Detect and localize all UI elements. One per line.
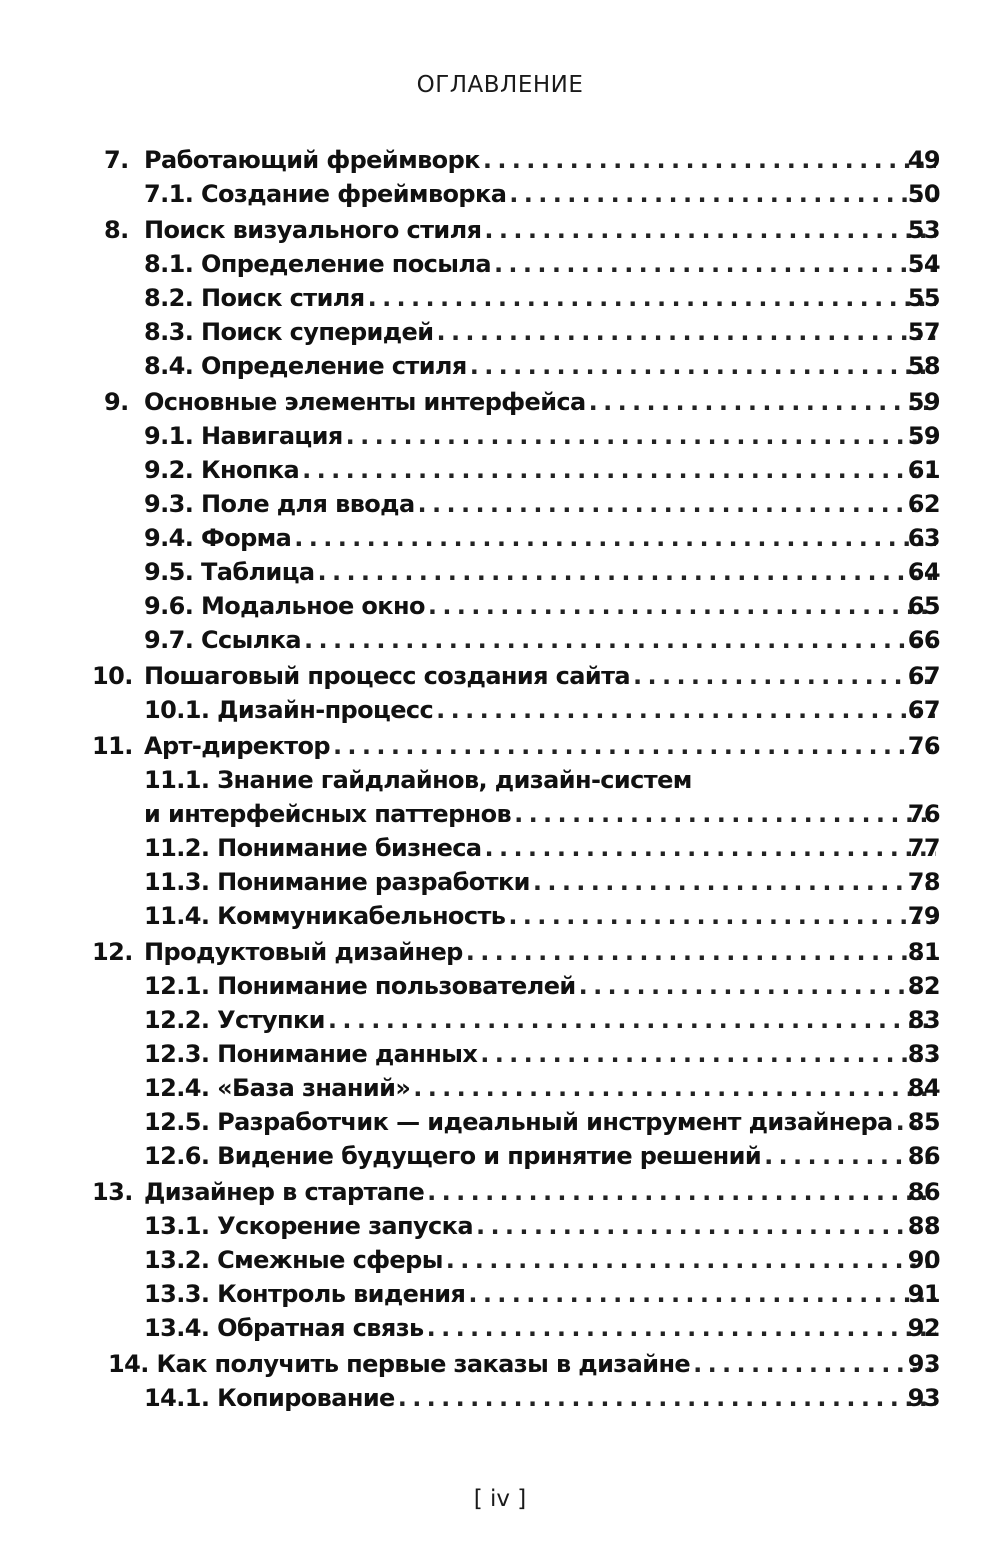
toc-section-row	[0, 1381, 1000, 1415]
toc-chapter-number: 10.	[92, 662, 133, 690]
toc-entry-title: 13.1. Ускорение запуска	[144, 1212, 473, 1240]
toc-page-number: 59	[907, 388, 940, 416]
toc-page-number: 67	[907, 662, 940, 690]
toc-section-row	[0, 1209, 1000, 1243]
dot-leader	[483, 143, 936, 177]
toc-page-number: 88	[907, 1212, 940, 1240]
toc-page-number: 83	[907, 1006, 940, 1034]
dot-leader	[413, 1071, 936, 1105]
toc-entry-title: 8.2. Поиск стиля	[144, 284, 365, 312]
toc-chapter-row	[0, 1347, 1000, 1381]
toc-entry-title: 8.4. Определение стиля	[144, 352, 467, 380]
dot-leader	[294, 521, 936, 555]
toc-page-number: 84	[907, 1074, 940, 1102]
toc-chapter-number: 12.	[92, 938, 133, 966]
toc-entry-title: 12.4. «База знаний»	[144, 1074, 411, 1102]
toc-entry-title: 13.3. Контроль видения	[144, 1280, 466, 1308]
toc-entry-title: 10.1. Дизайн-процесс	[144, 696, 434, 724]
dot-leader	[428, 589, 936, 623]
toc-page-number: 86	[907, 1142, 940, 1170]
toc-page-number: 62	[907, 490, 940, 518]
toc-section-row	[0, 247, 1000, 281]
dot-leader	[436, 315, 936, 349]
toc-entry-title: 12.3. Понимание данных	[144, 1040, 478, 1068]
toc-section-row	[0, 1311, 1000, 1345]
dot-leader	[427, 1311, 936, 1345]
toc-page-number: 91	[907, 1280, 940, 1308]
dot-leader	[579, 969, 936, 1003]
toc-section-row	[0, 419, 1000, 453]
toc-section-row	[0, 487, 1000, 521]
dot-leader	[589, 385, 936, 419]
toc-page-number: 66	[907, 626, 940, 654]
toc-page-number: 81	[907, 938, 940, 966]
toc-section-row	[0, 315, 1000, 349]
toc-entry-title: 7.1. Создание фреймворка	[144, 180, 507, 208]
toc-section-row	[0, 1243, 1000, 1277]
toc-chapter-number: 9.	[104, 388, 129, 416]
toc-entry-title: 9.1. Навигация	[144, 422, 343, 450]
table-of-contents	[0, 141, 1000, 1415]
page-header: ОГЛАВЛЕНИЕ	[416, 72, 584, 98]
toc-chapter-number: 7.	[104, 146, 129, 174]
toc-section-row	[0, 453, 1000, 487]
dot-leader	[633, 659, 936, 693]
toc-entry-title: 12.5. Разработчик — идеальный инструмент дизайнера	[144, 1108, 893, 1136]
dot-leader	[508, 899, 936, 933]
toc-entry-title: 9.2. Кнопка	[144, 456, 300, 484]
toc-entry-title: и интерфейсных паттернов	[144, 800, 512, 828]
toc-section-row	[0, 349, 1000, 383]
toc-entry-title: 9.4. Форма	[144, 524, 292, 552]
toc-entry-title: 9.7. Ссылка	[144, 626, 301, 654]
toc-section-row	[0, 281, 1000, 315]
toc-section-row	[0, 899, 1000, 933]
toc-chapter-row	[0, 659, 1000, 693]
toc-chapter-row	[0, 729, 1000, 763]
toc-page-number: 86	[907, 1178, 940, 1206]
toc-section-row	[0, 1105, 1000, 1139]
toc-page-number: 76	[907, 800, 940, 828]
toc-section-row	[0, 1003, 1000, 1037]
toc-entry-title: Основные элементы интерфейса	[144, 388, 586, 416]
dot-leader	[446, 1243, 936, 1277]
toc-section-row	[0, 969, 1000, 1003]
dot-leader	[436, 693, 936, 727]
dot-leader	[514, 797, 936, 831]
toc-entry-title: 11.2. Понимание бизнеса	[144, 834, 482, 862]
dot-leader	[509, 177, 936, 211]
toc-entry-title: Пошаговый процесс создания сайта	[144, 662, 631, 690]
toc-page-number: 78	[907, 868, 940, 896]
dot-leader	[368, 281, 936, 315]
toc-page-number: 58	[907, 352, 940, 380]
toc-chapter-row	[0, 143, 1000, 177]
dot-leader	[494, 247, 936, 281]
toc-entry-title: 12.6. Видение будущего и принятие решений	[144, 1142, 762, 1170]
toc-section-row	[0, 1139, 1000, 1173]
toc-page-number: 49	[907, 146, 940, 174]
dot-leader	[333, 729, 936, 763]
toc-entry-title: 8.3. Поиск суперидей	[144, 318, 434, 346]
dot-leader	[466, 935, 936, 969]
toc-section-row	[0, 831, 1000, 865]
dot-leader	[470, 349, 936, 383]
dot-leader	[304, 623, 936, 657]
toc-section-row	[0, 623, 1000, 657]
toc-chapter-number: 13.	[92, 1178, 133, 1206]
dot-leader	[485, 831, 936, 865]
toc-entry-title: Арт-директор	[144, 732, 330, 760]
toc-entry-title: Работающий фреймворк	[144, 146, 480, 174]
toc-page-number: 53	[907, 216, 940, 244]
toc-entry-title: 9.5. Таблица	[144, 558, 315, 586]
toc-section-row	[0, 555, 1000, 589]
toc-entry-title: 14.1. Копирование	[144, 1384, 395, 1412]
dot-leader	[533, 865, 936, 899]
dot-leader	[302, 453, 936, 487]
toc-chapter-number: 8.	[104, 216, 129, 244]
toc-page-number: 93	[907, 1350, 940, 1378]
toc-page-number: 83	[907, 1040, 940, 1068]
dot-leader	[346, 419, 936, 453]
toc-page-number: 50	[907, 180, 940, 208]
toc-entry-title: Продуктовый дизайнер	[144, 938, 463, 966]
toc-page-number: 93	[907, 1384, 940, 1412]
toc-page-number: 77	[907, 834, 940, 862]
toc-page-number: 57	[907, 318, 940, 346]
dot-leader	[468, 1277, 936, 1311]
dot-leader	[398, 1381, 936, 1415]
toc-entry-title: 14. Как получить первые заказы в дизайне	[108, 1350, 691, 1378]
toc-entry-title: 11.4. Коммуникабельность	[144, 902, 506, 930]
toc-entry-title: 8.1. Определение посыла	[144, 250, 491, 278]
toc-section-row	[0, 865, 1000, 899]
toc-page-number: 63	[907, 524, 940, 552]
toc-entry-title: 9.6. Модальное окно	[144, 592, 425, 620]
toc-entry-title: 11.1. Знание гайдлайнов, дизайн-систем	[144, 766, 692, 794]
toc-page-number: 61	[907, 456, 940, 484]
toc-entry-title: 13.2. Смежные сферы	[144, 1246, 443, 1274]
dot-leader	[693, 1347, 936, 1381]
toc-entry-title: Поиск визуального стиля	[144, 216, 482, 244]
toc-section-row	[0, 177, 1000, 211]
toc-section-row	[0, 797, 1000, 831]
toc-chapter-row	[0, 385, 1000, 419]
toc-entry-title: 12.1. Понимание пользователей	[144, 972, 576, 1000]
toc-page-number: 54	[907, 250, 940, 278]
dot-leader	[476, 1209, 936, 1243]
toc-page-number: 85	[907, 1108, 940, 1136]
dot-leader	[484, 213, 936, 247]
toc-entry-title: 11.3. Понимание разработки	[144, 868, 530, 896]
toc-section-row	[0, 521, 1000, 555]
dot-leader	[418, 487, 936, 521]
dot-leader	[318, 555, 937, 589]
toc-section-row	[0, 1037, 1000, 1071]
toc-page-number: 82	[907, 972, 940, 1000]
toc-page-number: 79	[907, 902, 940, 930]
toc-page-number: 59	[907, 422, 940, 450]
toc-section-row	[0, 1277, 1000, 1311]
dot-leader	[427, 1175, 936, 1209]
toc-page-number: 76	[907, 732, 940, 760]
toc-page-number: 65	[907, 592, 940, 620]
toc-chapter-number: 11.	[92, 732, 133, 760]
toc-page-number: 92	[907, 1314, 940, 1342]
toc-page-number: 90	[907, 1246, 940, 1274]
toc-section-row	[0, 763, 1000, 797]
toc-section-row	[0, 589, 1000, 623]
toc-section-row	[0, 1071, 1000, 1105]
toc-chapter-row	[0, 213, 1000, 247]
toc-chapter-row	[0, 1175, 1000, 1209]
toc-page-number: 64	[907, 558, 940, 586]
toc-entry-title: Дизайнер в стартапе	[144, 1178, 425, 1206]
toc-section-row	[0, 693, 1000, 727]
toc-entry-title: 13.4. Обратная связь	[144, 1314, 424, 1342]
dot-leader	[480, 1037, 936, 1071]
toc-entry-title: 12.2. Уступки	[144, 1006, 325, 1034]
toc-page-number: 67	[907, 696, 940, 724]
page-number: [ iv ]	[473, 1486, 527, 1512]
toc-chapter-row	[0, 935, 1000, 969]
dot-leader	[328, 1003, 936, 1037]
toc-page-number: 55	[907, 284, 940, 312]
toc-entry-title: 9.3. Поле для ввода	[144, 490, 415, 518]
